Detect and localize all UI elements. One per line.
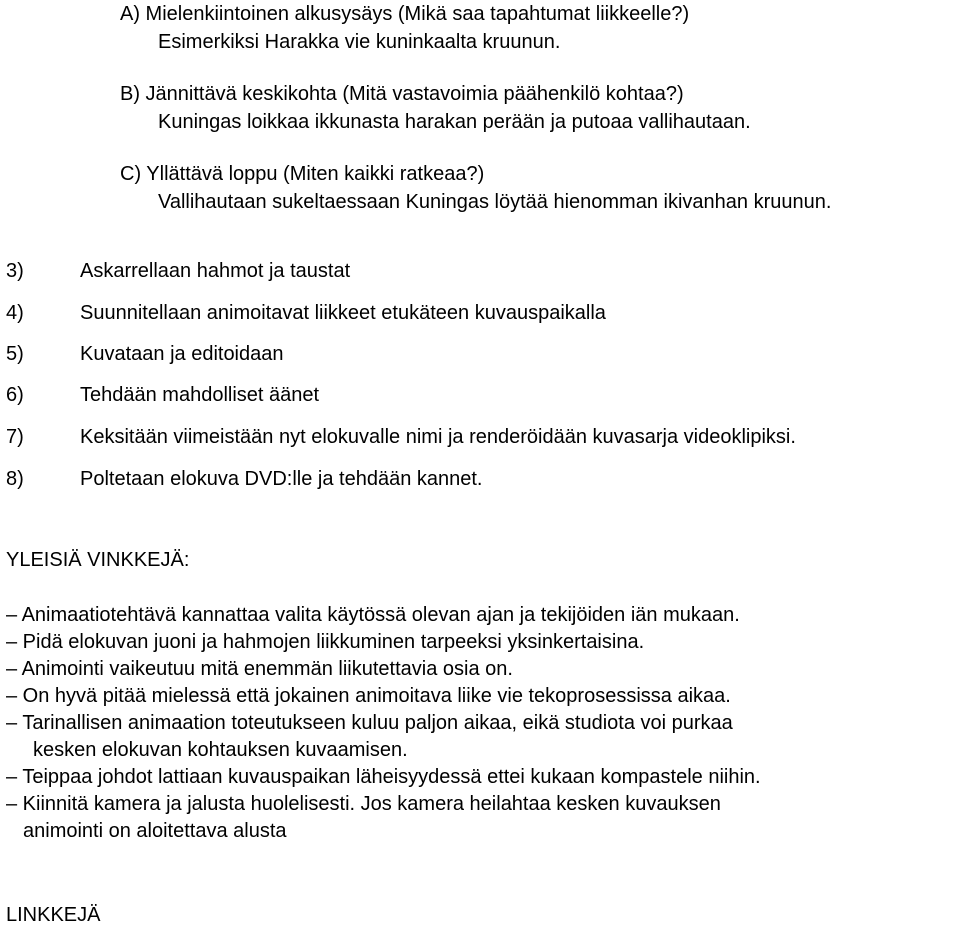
step-number: 8) [6, 468, 24, 490]
step-number: 3) [6, 260, 24, 282]
step-number: 7) [6, 426, 24, 448]
section-a-text: Esimerkiksi Harakka vie kuninkaalta kruunun. [158, 31, 561, 53]
step-text: Suunnitellaan animoitavat liikkeet etukäteen kuvauspaikalla [80, 302, 606, 324]
section-a-title: A) Mielenkiintoinen alkusysäys (Mikä saa tapahtumat liikkeelle?) [120, 3, 690, 25]
tip-item: – Pidä elokuvan juoni ja hahmojen liikkuminen tarpeeksi yksinkertaisina. [6, 631, 645, 653]
step-text: Kuvataan ja editoidaan [80, 343, 284, 365]
step-text: Poltetaan elokuva DVD:lle ja tehdään kannet. [80, 468, 483, 490]
tip-item: – Animointi vaikeutuu mitä enemmän liikutettavia osia on. [6, 658, 513, 680]
links-heading: LINKKEJÄ [6, 904, 101, 926]
tip-item-continuation: kesken elokuvan kohtauksen kuvaamisen. [33, 739, 408, 761]
tip-item: – On hyvä pitää mielessä että jokainen animoitava liike vie tekoprosessissa aikaa. [6, 685, 731, 707]
step-text: Tehdään mahdolliset äänet [80, 384, 320, 406]
step-text: Keksitään viimeistään nyt elokuvalle nimi ja renderöidään kuvasarja videoklipiksi. [80, 426, 796, 448]
tip-item: – Tarinallisen animaation toteutukseen kuluu paljon aikaa, eikä studiota voi purkaa [6, 712, 733, 734]
step-number: 4) [6, 302, 24, 324]
section-b-title: B) Jännittävä keskikohta (Mitä vastavoimia päähenkilö kohtaa?) [120, 83, 684, 105]
tip-item: – Teippaa johdot lattiaan kuvauspaikan läheisyydessä ettei kukaan kompastele niihin. [6, 766, 761, 788]
tip-item: – Animaatiotehtävä kannattaa valita käytössä olevan ajan ja tekijöiden iän mukaan. [6, 604, 740, 626]
tips-heading: YLEISIÄ VINKKEJÄ: [6, 549, 190, 571]
step-number: 6) [6, 384, 24, 406]
tip-item: – Kiinnitä kamera ja jalusta huolelisesti. Jos kamera heilahtaa kesken kuvauksen [6, 793, 721, 815]
section-b-text: Kuningas loikkaa ikkunasta harakan perään ja putoaa vallihautaan. [158, 111, 751, 133]
section-c-text: Vallihautaan sukeltaessaan Kuningas löytää hienomman ikivanhan kruunun. [158, 191, 832, 213]
step-number: 5) [6, 343, 24, 365]
tip-item-continuation: animointi on aloitettava alusta [23, 820, 287, 842]
step-text: Askarrellaan hahmot ja taustat [80, 260, 351, 282]
section-c-title: C) Yllättävä loppu (Miten kaikki ratkeaa?) [120, 163, 485, 185]
